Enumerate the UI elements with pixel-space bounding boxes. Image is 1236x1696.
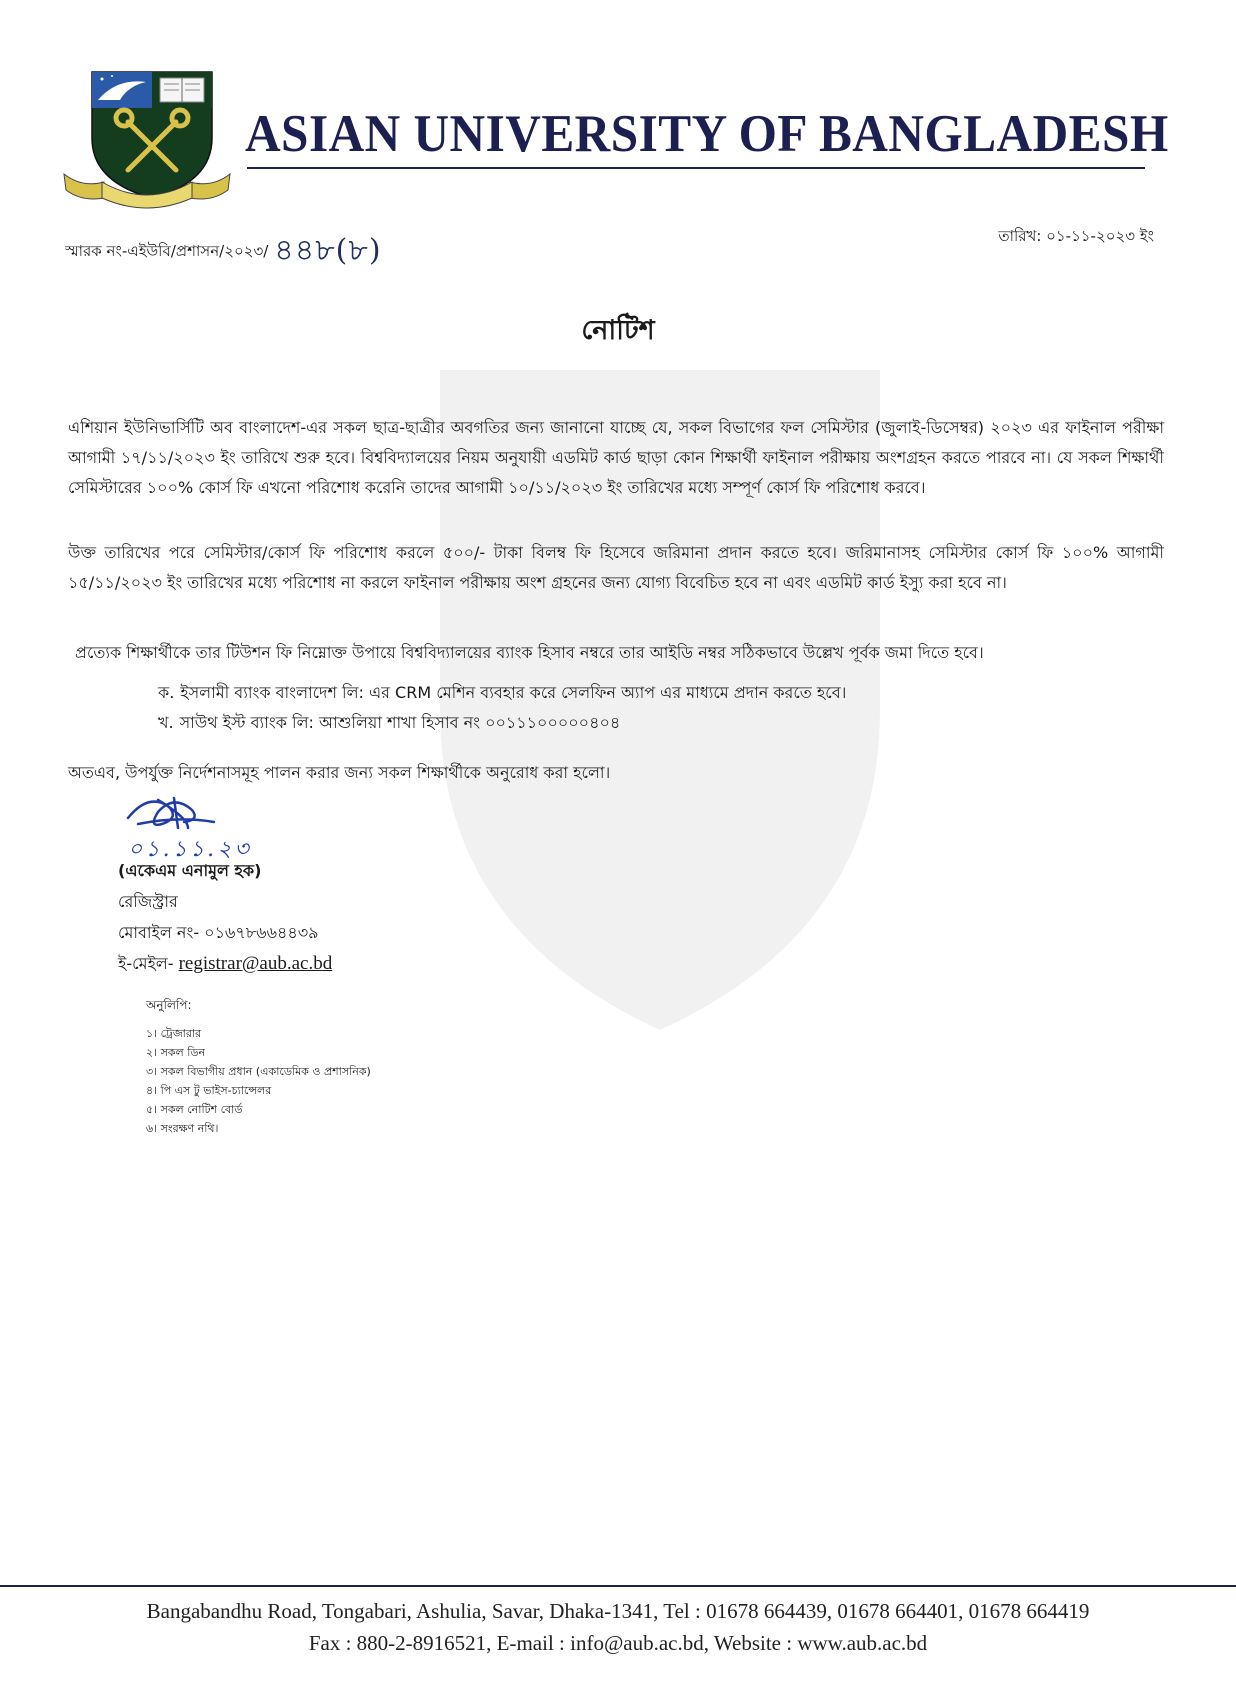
footer-divider xyxy=(0,1585,1236,1587)
signatory-email-row xyxy=(118,948,332,979)
registrar-email-link[interactable]: registrar@aub.ac.bd xyxy=(178,953,333,974)
university-name: ASIAN UNIVERSITY OF BANGLADESH xyxy=(245,105,1169,163)
signatory-mobile: মোবাইল নং- ০১৬৭৮৬৬৪৪৩৯ xyxy=(118,923,319,942)
signature-date: ০১.১১.২৩ xyxy=(128,837,252,862)
memo-prefix: স্মারক নং-এইউবি/প্রশাসন/২০২৩/ xyxy=(65,242,269,260)
payment-options-list xyxy=(158,678,846,738)
notice-title: নোটিশ xyxy=(581,315,655,346)
paragraph-payment-instruction: প্রত্যেক শিক্ষার্থীকে তার টিউশন ফি নিম্নোক্ত উপায়ে বিশ্ববিদ্যালয়ের ব্যাংক হিসাব নম্বরে তার আইডি নম্বর সঠিকভাবে উল্লেখ পূর্বক জমা দিতে হবে। xyxy=(75,643,984,662)
paragraph-late-fee: উক্ত তারিখের পরে সেমিস্টার/কোর্স ফি পরিশোধ করলে ৫০০/- টাকা বিলম্ব ফি হিসেবে জরিমানা প্রদান করতে হবে। জরিমানাসহ সেমিস্টার কোর্স ফি ১০০% আগামী ১৫/১১/২০২৩ ইং তারিখের মধ্যে পরিশোধ না করলে ফাইনাল পরীক্ষায় অংশ গ্রহনের জন্য যোগ্য বিবেচিত হবে না এবং এডমিট কার্ড ইস্যু করা হবে না। xyxy=(68,543,1164,592)
memo-handwritten-number: ৪৪৮(৮) xyxy=(274,233,382,268)
list-item: ২। সকল ডিন xyxy=(146,1046,206,1059)
list-item-text: ইসলামী ব্যাংক বাংলাদেশ লি: এর CRM মেশিন ব্যবহার করে সেলফিন অ্যাপ এর মাধ্যমে প্রদান করতে হবে। xyxy=(180,683,847,702)
signatory-designation: রেজিস্ট্রার xyxy=(118,892,178,911)
email-label: ই-মেইল- xyxy=(118,954,174,973)
paragraph-closing: অতএব, উপর্যুক্ত নির্দেশনাসমূহ পালন করার জন্য সকল শিক্ষার্থীকে অনুরোধ করা হলো। xyxy=(68,763,611,782)
paragraph-exam-schedule: এশিয়ান ইউনিভার্সিটি অব বাংলাদেশ-এর সকল ছাত্র-ছাত্রীর অবগতির জন্য জানানো যাচ্ছে যে, সকল বিভাগের ফল সেমিস্টার (জুলাই-ডিসেম্বর) ২০২৩ এর ফাইনাল পরীক্ষা আগামী ১৭/১১/২০২৩ ইং তারিখে শুরু হবে। বিশ্ববিদ্যালয়ের নিয়ম অনুযায়ী এডমিট কার্ড ছাড়া কোন শিক্ষার্থী ফাইনাল পরীক্ষায় অংশগ্রহন করতে পারবে না। যে সকল শিক্ষার্থী সেমিস্টারের ১০০% কোর্স ফি এখনো পরিশোধ করেনি তাদের আগামী ১০/১১/২০২৩ ইং তারিখের মধ্যে সম্পূর্ণ কোর্স ফি পরিশোধ করবে। xyxy=(68,418,1164,497)
list-item-label: খ. xyxy=(158,713,174,732)
memo-number xyxy=(65,222,382,273)
list-item: ৪। পি এস টু ভাইস-চ্যান্সেলর xyxy=(146,1084,272,1097)
list-item: ৩। সকল বিভাগীয় প্রধান (একাডেমিক ও প্রশাসনিক) xyxy=(146,1065,371,1078)
signatory-name: (একেএম এনামুল হক) xyxy=(118,861,262,880)
university-crest-logo xyxy=(62,70,232,210)
list-item xyxy=(158,678,846,708)
footer-address: Bangabandhu Road, Tongabari, Ashulia, Savar, Dhaka-1341, Tel : 01678 664439, 01678 664401, 01678 664419 xyxy=(146,1599,1090,1623)
footer-contact xyxy=(0,1595,1236,1659)
copy-to-title: অনুলিপি: xyxy=(146,998,192,1012)
issue-date: তারিখ: ০১-১১-২০২৩ ইং xyxy=(998,227,1154,245)
list-item-label: ক. xyxy=(158,683,175,702)
title-underline xyxy=(247,167,1145,169)
copy-to-list xyxy=(146,996,371,1138)
list-item xyxy=(158,708,846,738)
list-item: ৬। সংরক্ষণ নথি। xyxy=(146,1122,219,1135)
footer-fax-email-website: Fax : 880-2-8916521, E-mail : info@aub.ac.bd, Website : www.aub.ac.bd xyxy=(308,1631,928,1655)
list-item: ১। ট্রেজারার xyxy=(146,1027,202,1040)
signatory-block xyxy=(118,855,332,979)
list-item-text: সাউথ ইস্ট ব্যাংক লি: আশুলিয়া শাখা হিসাব নং ০০১১১০০০০০৪০৪ xyxy=(179,713,621,732)
list-item: ৫। সকল নোটিশ বোর্ড xyxy=(146,1103,243,1116)
